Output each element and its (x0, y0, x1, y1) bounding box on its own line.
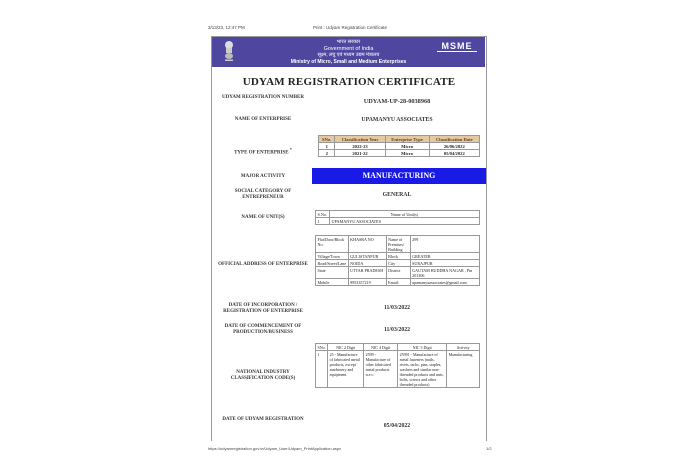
classification-table (318, 135, 480, 157)
print-page-title: Print : Udyam Registration Certificate (313, 25, 388, 30)
addr-value: 9953357219 (348, 279, 386, 286)
social-category: GENERAL (382, 192, 412, 198)
nic-header: NIC 4 Digit (364, 344, 398, 351)
hindi-gov: भारत सरकार (336, 39, 361, 45)
addr-label: Village/Town (316, 253, 349, 260)
print-datetime: 3/13/23, 12:47 PM (208, 25, 245, 30)
units-cell: 1 (316, 218, 330, 225)
udyam-date-label: DATE OF UDYAM REGISTRATION (222, 417, 304, 422)
addr-label: Road/Street/Lane (317, 260, 347, 266)
cls-header: Classification Date (429, 136, 479, 143)
reg-number-label: UDYAM REGISTRATION NUMBER (222, 95, 304, 100)
nic-header: NIC 2 Digit (328, 344, 364, 351)
nic-header: SNo. (317, 344, 326, 350)
cls-cell: 2021-22 (335, 150, 385, 157)
addr-value: KHASRA NO (348, 236, 386, 253)
addr-value: 299 (410, 236, 479, 253)
social-category-label: SOCIAL CATEGORY OF ENTREPRENEUR (234, 189, 292, 200)
print-url: https://udyamregistration.gov.in/Udyam_User/Udyam_PrintApplication.aspx (208, 446, 342, 451)
cls-header: SNo. (319, 136, 335, 143)
units-header: Name of Unit(s) (330, 211, 480, 218)
print-page-number: 1/2 (486, 446, 492, 451)
cls-cell: 26/06/2022 (429, 143, 479, 150)
enterprise-name: UPAMANYU ASSOCIATES (361, 117, 433, 123)
addr-value: upamanyuassociates@gmail.com (410, 279, 479, 286)
certificate-title: UDYAM REGISTRATION CERTIFICATE (242, 76, 456, 88)
addr-label: Mobile (316, 279, 349, 286)
addr-value: UTTAR PRADESH (348, 267, 386, 279)
address-label: OFFICIAL ADDRESS OF ENTERPRISE (218, 262, 308, 267)
units-header: S.No. (316, 211, 330, 218)
hindi-ministry: सूक्ष्म, लघु एवं मध्यम उद्यम मंत्रालय (317, 52, 380, 58)
units-cell: UPAMANYU ASSOCIATES (330, 218, 480, 225)
certificate (211, 36, 487, 441)
units-table (315, 210, 480, 225)
addr-value: NOIDA (348, 260, 386, 267)
unit-names-label: NAME OF UNIT(S) (241, 215, 285, 220)
addr-label: Name of Premises/ Building (386, 236, 410, 253)
nic-header: NIC 5 Digit (398, 344, 447, 351)
nic-cell: Manufacturing (447, 351, 480, 388)
cls-cell: 2 (319, 150, 335, 157)
nic-cell: 2599 - Manufacture of other fabricated metal products n.e.c. (364, 351, 398, 388)
msme-logo (437, 41, 477, 61)
msme-logo-text: MSME (441, 41, 473, 51)
nic-header: Activity (447, 344, 480, 351)
table-row (316, 351, 480, 388)
addr-label: District (386, 267, 410, 279)
address-table (315, 235, 480, 286)
major-activity-label: MAJOR ACTIVITY (240, 174, 286, 179)
cls-cell: Micro (385, 150, 429, 157)
incorporation-date: 11/03/2022 (383, 305, 411, 311)
enterprise-name-label: NAME OF ENTERPRISE (234, 117, 292, 122)
reg-number: UDYAM-UP-28-0038968 (363, 98, 431, 105)
cls-header: Enterprise Type (385, 136, 429, 143)
addr-label: Flat/Door/Block No. (316, 236, 349, 253)
addr-value: GULISTANPUR (348, 253, 386, 260)
addr-value: GAUTAM BUDDHA NAGAR , Pin 201306 (410, 267, 479, 279)
table-row (316, 218, 480, 225)
addr-value: SURAJPUR (410, 260, 479, 267)
incorporation-label: DATE OF INCORPORATION / REGISTRATION OF ENTERPRISE (223, 303, 303, 314)
cls-header: Classification Year (335, 136, 385, 143)
cls-cell: 1 (319, 143, 335, 150)
nic-cell: 25 - Manufacture of fabricated metal products, except machinery and equipment (328, 351, 364, 388)
commencement-date: 11/03/2022 (383, 327, 411, 333)
nic-cell: 1 (316, 351, 328, 388)
ministry-name: Ministry of Micro, Small and Medium Enterprises (290, 59, 407, 65)
table-row (319, 143, 480, 150)
commencement-label: DATE OF COMMENCEMENT OF PRODUCTION/BUSINESS (224, 324, 302, 335)
cls-cell: 05/04/2022 (429, 150, 479, 157)
addr-label: City (386, 260, 410, 267)
addr-label: Block (386, 253, 410, 260)
nic-cell: 25991 - Manufacture of metal fasteners (nails, rivets, tacks, pins, staples, washers and similar non-threaded products and nuts, bolts, screws and other threaded products) (398, 351, 447, 388)
cls-cell: Micro (385, 143, 429, 150)
nic-table (315, 343, 480, 388)
addr-label: Email: (386, 279, 410, 286)
type-label-text: TYPE OF ENTERPRISE (234, 150, 289, 156)
type-label (217, 147, 309, 157)
gov-of-india: Government of India (323, 45, 374, 52)
addr-label: State (316, 267, 349, 279)
major-activity: MANUFACTURING (312, 168, 486, 184)
table-row (319, 150, 480, 157)
udyam-date: 05/04/2022 (383, 423, 411, 429)
type-marker: * (289, 147, 292, 152)
addr-value: GREATER (410, 253, 479, 260)
ministry-banner (212, 37, 485, 67)
cls-cell: 2022-23 (335, 143, 385, 150)
nic-label: NATIONAL INDUSTRY CLASSIFICATION CODE(S) (230, 370, 296, 381)
